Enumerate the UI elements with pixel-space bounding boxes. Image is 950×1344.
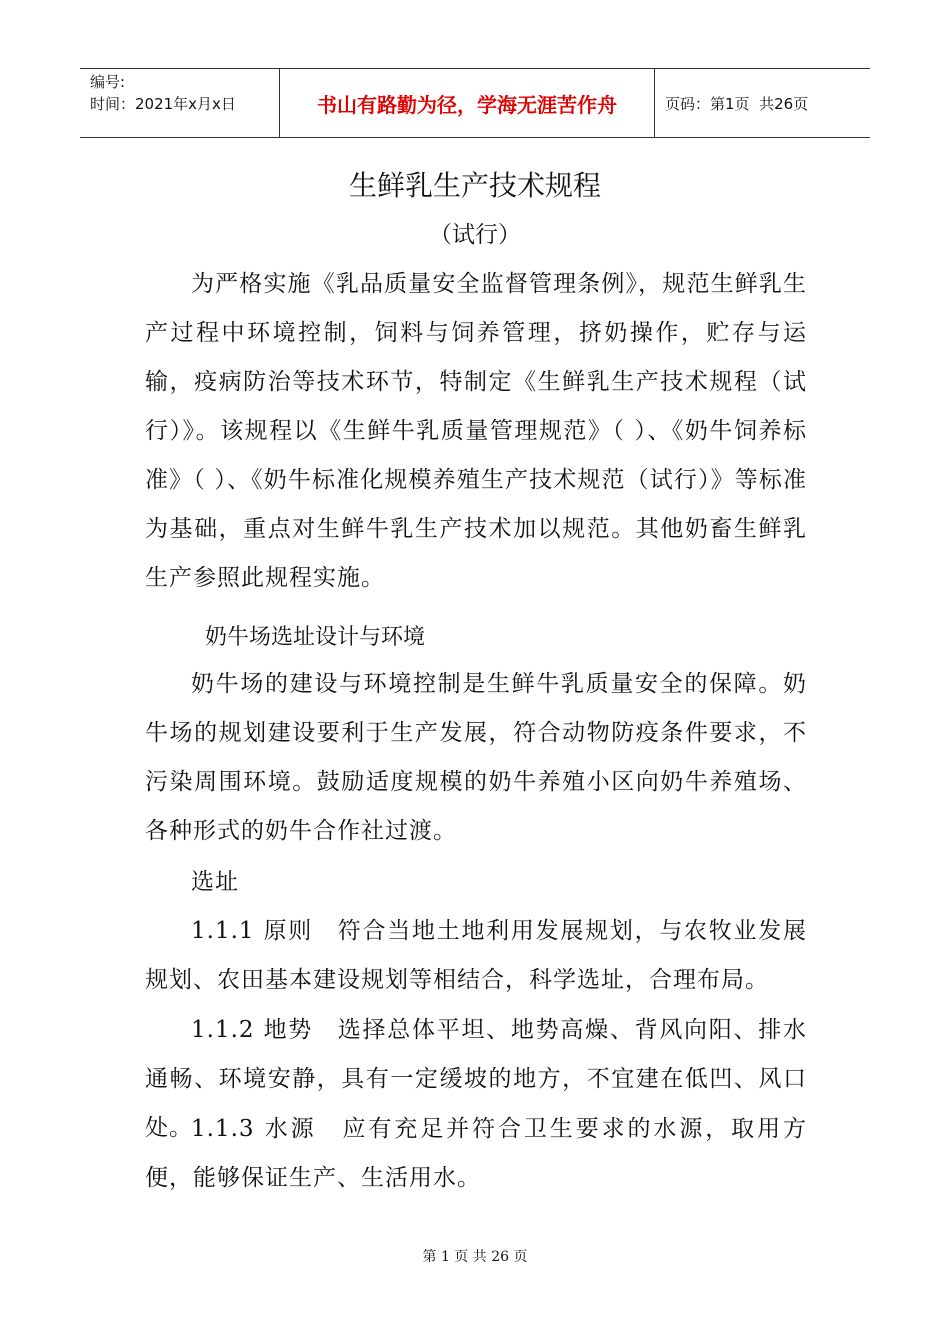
section-heading: 奶牛场选址设计与环境 <box>205 625 426 650</box>
document-number-label: 编号: <box>90 73 126 91</box>
page-header <box>80 68 870 138</box>
document-subtitle: （试行） <box>429 222 521 248</box>
header-page-info-text: 页码：第1页 共26页 <box>665 94 809 113</box>
item-1-1-1: 1.1.1 原则 符合当地土地利用发展规划，与农牧业发展规划、农田基本建设规划等相结合，科学选址，合理布局。 <box>145 918 807 993</box>
section-paragraph: 奶牛场的建设与环境控制是生鲜牛乳质量安全的保障。奶牛场的规划建设要利于生产发展，符合动物防疫条件要求，不污染周围环境。鼓励适度规模的奶牛养殖小区向奶牛养殖场、各种形式的奶牛合作社过渡。 <box>145 671 807 844</box>
header-page-info <box>655 69 870 137</box>
document-title: 生鲜乳生产技术规程 <box>348 169 601 202</box>
header-meta <box>80 69 280 137</box>
document-time-label: 时间：2021年x月x日 <box>90 95 236 113</box>
intro-paragraph: 为严格实施《乳品质量安全监督管理条例》，规范生鲜乳生产过程中环境控制，饲料与饲养管理，挤奶操作，贮存与运输，疫病防治等技术环节，特制定《生鲜乳生产技术规程（试行）》。该规程以《生鲜牛乳质量管理规范》（ ）、《奶牛饲养标准》（ ）、《奶牛标准化规模养殖生产技术规范（试行）》等标准为基础，重点对生鲜牛乳生产技术加以规范。其他奶畜生鲜乳生产参照此规程实施。 <box>145 271 807 591</box>
page-footer: 第 1 页 共 26 页 <box>422 1249 528 1265</box>
header-motto: 书山有路勤为径，学海无涯苦作舟 <box>280 69 655 137</box>
sub-heading: 选址 <box>191 869 239 895</box>
item-1-1-2: 1.1.2 地势 选择总体平坦、地势高燥、背风向阳、排水通畅、环境安静，具有一定缓坡的地方，不宜建在低凹、风口处。 <box>145 1017 807 1141</box>
item-1-1-3: 1.1.3 水源 应有充足并符合卫生要求的水源，取用方便，能够保证生产、生活用水。 <box>145 1116 807 1191</box>
